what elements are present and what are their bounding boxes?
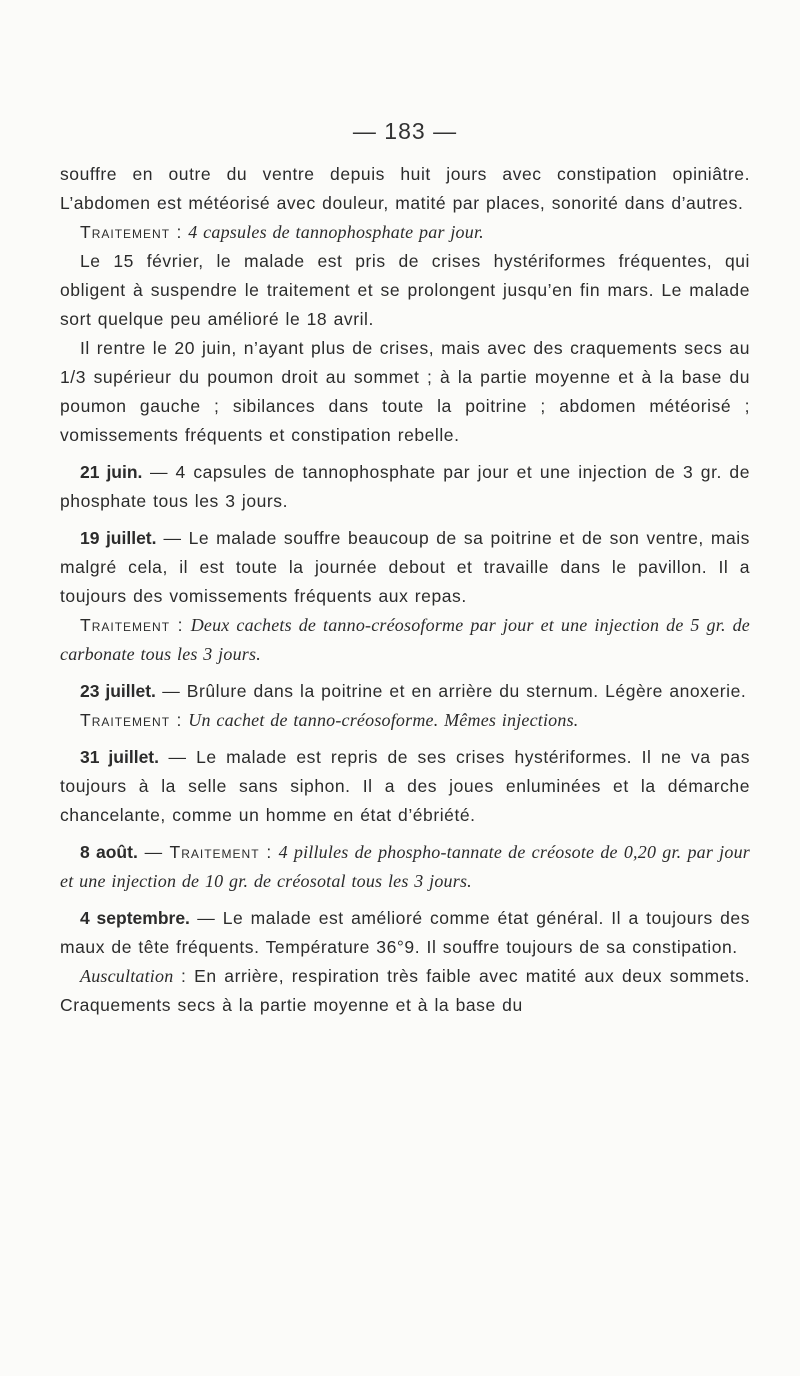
paragraph-auscultation	[60, 962, 750, 1020]
entry-date: 23 juillet.	[80, 681, 156, 701]
separator: :	[170, 615, 191, 635]
auscultation-text: : En arrière, respiration très faible avec matité aux deux sommets. Craquements secs à la partie moyenne et à la base du	[60, 966, 750, 1015]
paragraph-19-july	[60, 524, 750, 611]
paragraph-treatment-3	[60, 706, 750, 735]
paragraph-4-september	[60, 904, 750, 962]
treatment-label: Traitement	[80, 222, 171, 242]
entry-date: 19 juillet.	[80, 528, 157, 548]
entry-date: 8 août.	[80, 842, 138, 862]
entry-date: 21 juin.	[80, 462, 143, 482]
entry-text: — Brûlure dans la poitrine et en arrière du sternum. Légère anoxerie.	[155, 681, 747, 701]
paragraph-treatment-2	[60, 611, 750, 669]
treatment-text: Un cachet de tanno-créosoforme. Mêmes injections.	[188, 710, 579, 730]
paragraph-8-august	[60, 838, 750, 896]
entry-text: — 4 capsules de tannophosphate par jour et une injection de 3 gr. de phosphate tous les 3 jours.	[60, 462, 750, 511]
paragraph-june-return: Il rentre le 20 juin, n’ayant plus de crises, mais avec des craquements secs au 1/3 supérieur du poumon droit au sommet ; à la partie moyenne et à la base du poumon gauche ; sibilances dans toute la poitrine ; abdomen météorisé ; vomissements fréquents et constipation rebelle.	[60, 338, 750, 445]
entry-text: — Le malade est repris de ses crises hystériformes. Il ne va pas toujours à la selle sans siphon. Il a des joues enluminées et la démarche chancelante, comme un homme en état d’ébriété.	[60, 747, 750, 825]
entry-date: 4 septembre.	[80, 908, 190, 928]
paragraph-continuation: souffre en outre du ventre depuis huit jours avec constipation opiniâtre. L’abdomen est météorisé avec douleur, matité par places, sonorité dans d’autres.	[60, 164, 750, 213]
entry-date: 31 juillet.	[80, 747, 159, 767]
paragraph-treatment-1	[60, 218, 750, 247]
separator: :	[170, 710, 189, 730]
dash: —	[137, 842, 170, 862]
treatment-text: 4 pillules de phospho-tannate de créosote de 0,20 gr. par jour et une injection de 10 gr. de créosotal tous les 3 jours.	[60, 842, 750, 891]
document-page	[60, 0, 750, 1376]
page-body	[60, 160, 750, 1020]
treatment-label: Traitement	[80, 710, 171, 730]
page-number: — 183 —	[352, 118, 458, 144]
treatment-text: 4 capsules de tannophosphate par jour.	[188, 222, 484, 242]
paragraph-23-july	[60, 677, 750, 706]
treatment-text: Deux cachets de tanno-créosoforme par jour et une injection de 5 gr. de carbonate tous les 3 jours.	[60, 615, 750, 664]
treatment-label: Traitement	[80, 615, 171, 635]
auscultation-label: Auscultation	[80, 966, 174, 986]
paragraph-21-june	[60, 458, 750, 516]
entry-text: — Le malade souffre beaucoup de sa poitrine et de son ventre, mais malgré cela, il est toute la journée debout et travaille dans le pavillon. Il a toujours des vomissements fréquents aux repas.	[60, 528, 750, 606]
paragraph-february: Le 15 février, le malade est pris de crises hystériformes fréquentes, qui obligent à suspendre le traitement et se prolongent jusqu’en fin mars. Le malade sort quelque peu amélioré le 18 avril.	[60, 251, 750, 329]
separator: :	[170, 222, 189, 242]
paragraph-31-july	[60, 743, 750, 830]
entry-text: — Le malade est amélioré comme état général. Il a toujours des maux de tête fréquents. Température 36°9. Il souffre toujours de sa constipation.	[60, 908, 751, 957]
separator: :	[259, 842, 279, 862]
treatment-label: Traitement	[169, 842, 260, 862]
